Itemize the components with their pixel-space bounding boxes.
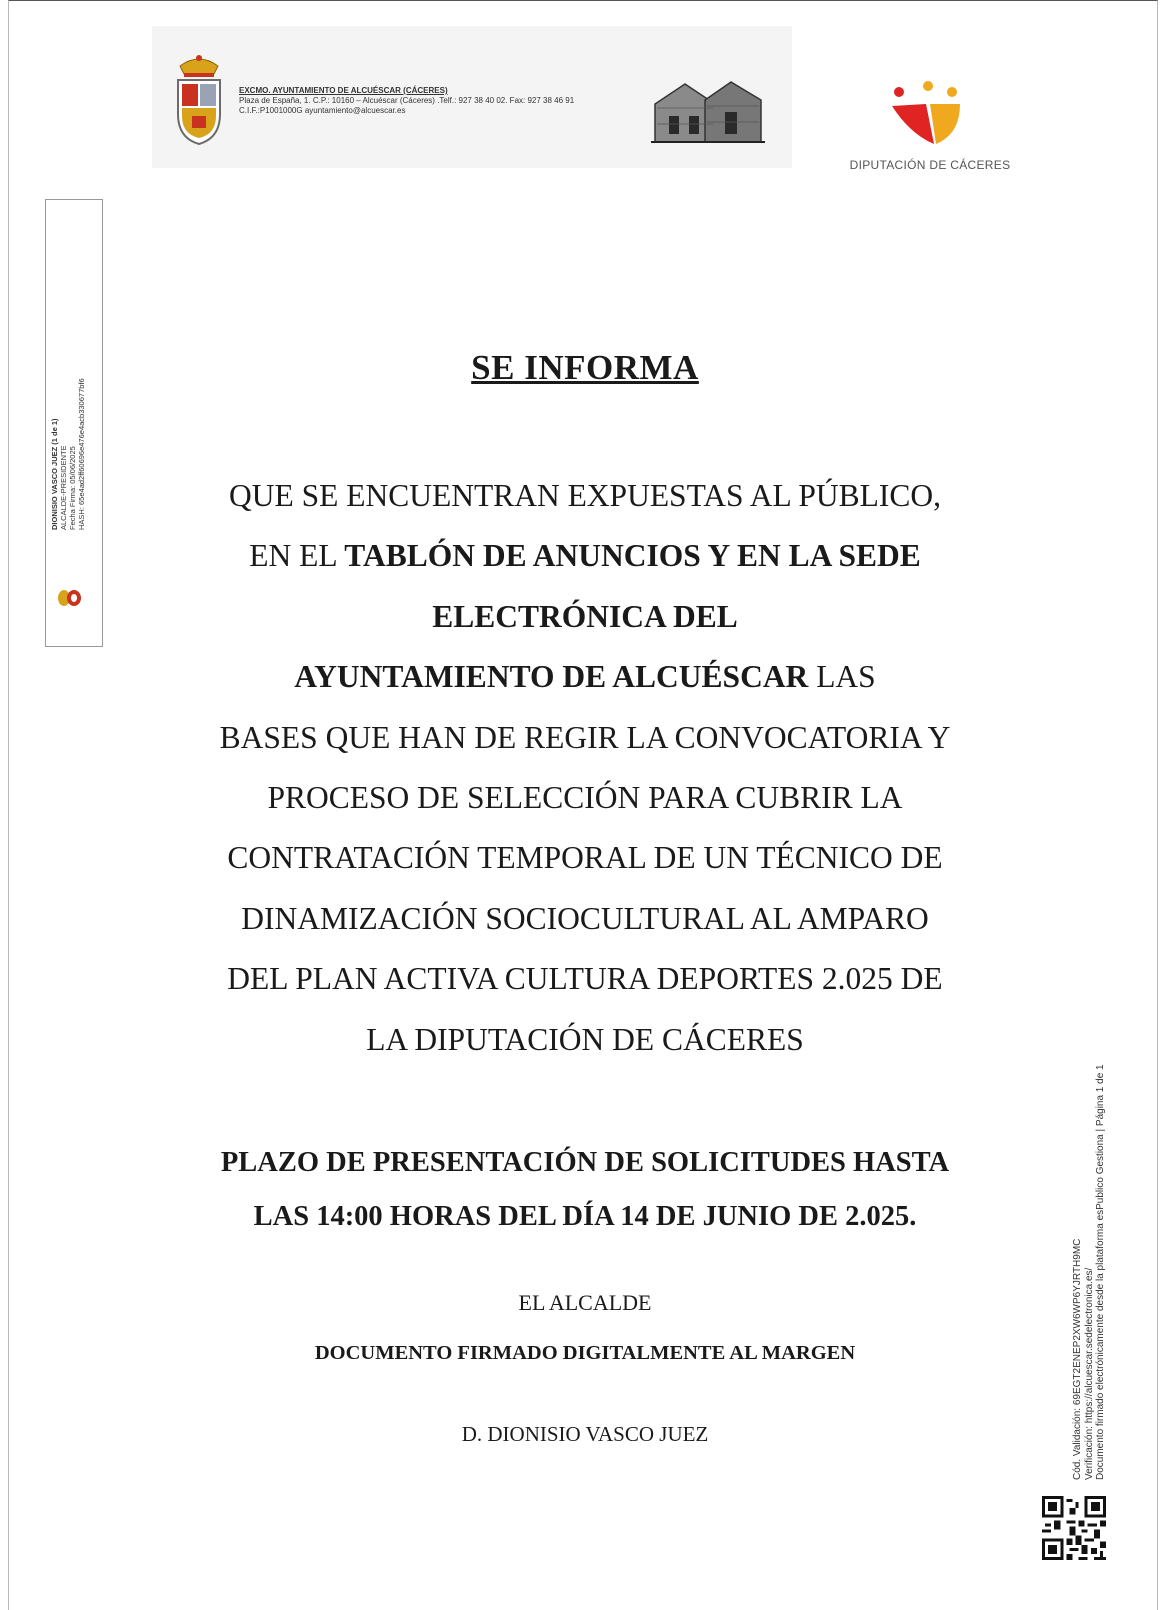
letterhead-text [239, 86, 574, 116]
body-line: BASES QUE HAN DE REGIR LA CONVOCATORIA Y [219, 719, 951, 755]
body-line: CONTRATACIÓN TEMPORAL DE UN TÉCNICO DE [227, 840, 943, 876]
qr-code-icon [1042, 1496, 1106, 1560]
org-cif: C.I.F.:P1001000G ayuntamiento@alcuescar.es [239, 106, 406, 115]
signature-date: Fecha Firma: 05/06/2025 [68, 446, 77, 530]
body-bold: TABLÓN DE ANUNCIOS Y EN LA SEDE [344, 538, 921, 574]
announcement-body [0, 466, 1170, 1070]
diputacion-logo [888, 78, 968, 148]
body-line: DINAMIZACIÓN SOCIOCULTURAL AL AMPARO [241, 900, 929, 936]
signature-hash: HASH: 65e4ad2ff60696e476e4acb330677bf6 [77, 378, 86, 530]
verification-url: Verificación: https://alcuescar.sedelectronica.es/ [1083, 1267, 1095, 1480]
body-line [0, 587, 1170, 647]
body-line [0, 526, 1170, 586]
body-line: QUE SE ENCUENTRAN EXPUESTAS AL PÚBLICO, [228, 478, 942, 513]
deadline-line: PLAZO DE PRESENTACIÓN DE SOLICITUDES HASTA [220, 1147, 950, 1178]
body-text: LAS [808, 659, 876, 695]
body-bold: AYUNTAMIENTO DE ALCUÉSCAR [294, 659, 809, 695]
signer-title: EL ALCALDE [518, 1290, 652, 1315]
coat-of-arms-logo [170, 52, 228, 148]
body-line: DEL PLAN ACTIVA CULTURA DEPORTES 2.025 DE [227, 961, 943, 997]
org-name: EXCMO. AYUNTAMIENTO DE ALCUÉSCAR (CÁCERES) [239, 86, 448, 95]
body-text: EN EL [249, 538, 345, 574]
body-line: LA DIPUTACIÓN DE CÁCERES [366, 1021, 804, 1057]
body-bold: ELECTRÓNICA DEL [432, 598, 738, 634]
verification-text [1072, 960, 1107, 1480]
signer-name: D. DIONISIO VASCO JUEZ [461, 1422, 709, 1446]
platform-note: Documento firmado electrónicamente desde la plataforma esPublico Gestiona | Página 1 de 1 [1095, 1064, 1106, 1480]
org-address: Plaza de España, 1. C.P.: 10160 – Alcuéscar (Cáceres) .Telf.: 927 38 40 02. Fax: 927 38 46 91 [239, 96, 575, 105]
signer-line: DIONISIO VASCO JUEZ (1 de 1) [50, 418, 59, 530]
signed-note: DOCUMENTO FIRMADO DIGITALMENTE AL MARGEN [314, 1342, 856, 1364]
body-line: PROCESO DE SELECCIÓN PARA CUBRIR LA [267, 780, 903, 816]
diputacion-label: DIPUTACIÓN DE CÁCERES [849, 158, 1011, 172]
body-line [0, 647, 1170, 707]
deadline-notice [0, 1136, 1170, 1244]
page-title: SE INFORMA [471, 348, 699, 387]
deadline-line: LAS 14:00 HORAS DEL DÍA 14 DE JUNIO DE 2.025. [253, 1201, 917, 1232]
church-image [645, 76, 771, 144]
signer-role: ALCALDE-PRESIDENTE [59, 445, 68, 530]
validation-code: Cód. Validación: 69EGT2ENEP2XW6WP6YJRTH9MC [1072, 1238, 1083, 1480]
